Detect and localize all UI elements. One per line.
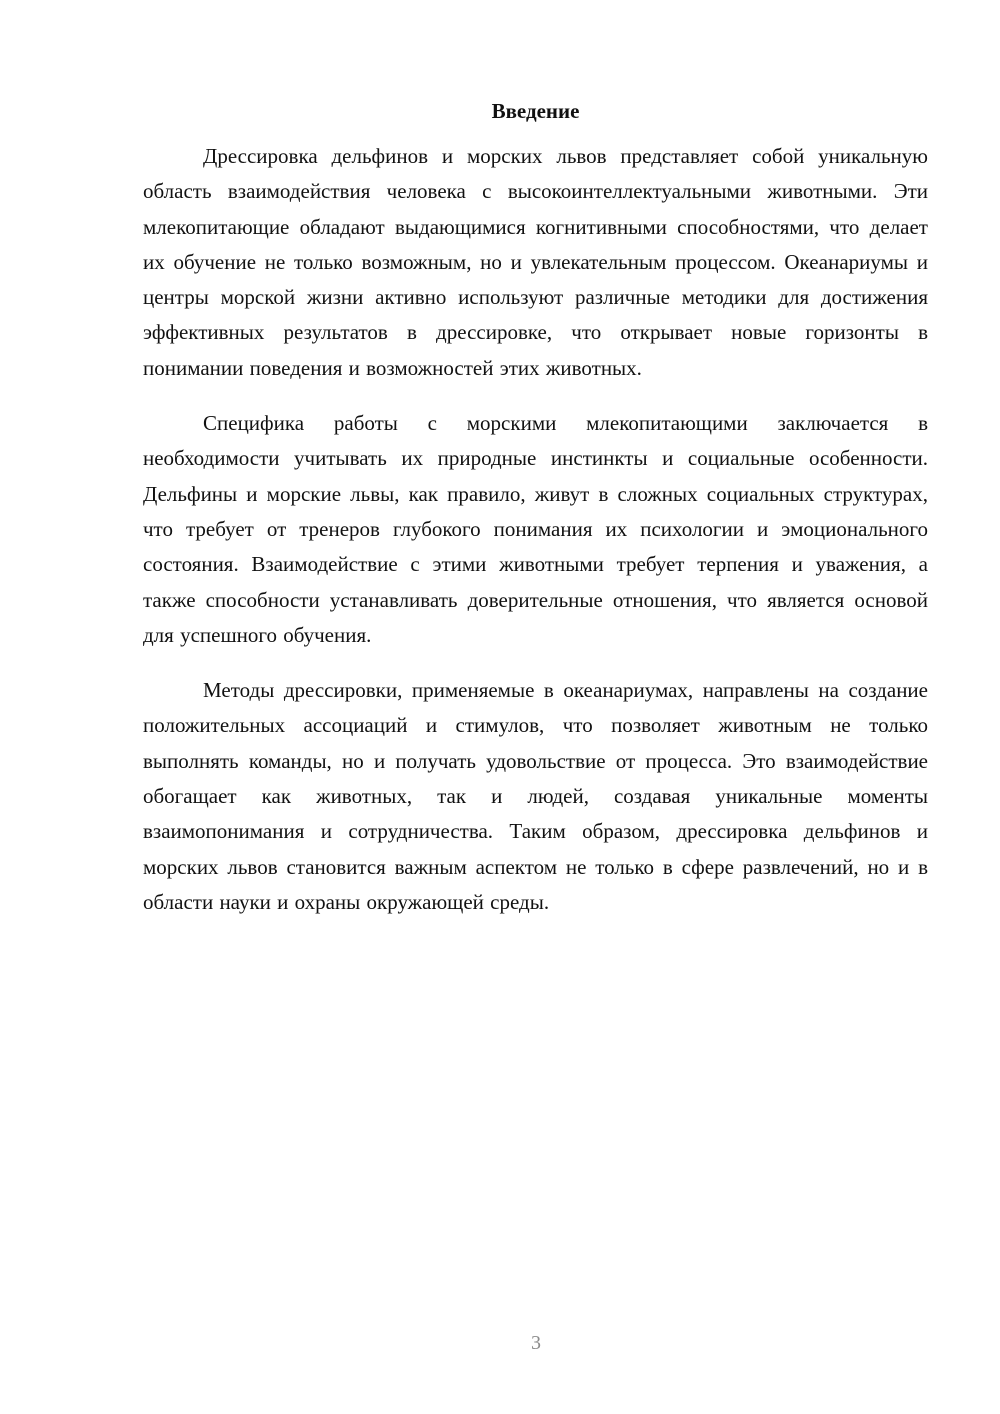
paragraph-1: Дрессировка дельфинов и морских львов представляет собой уникальную область взаимодействия человека с высокоинтеллектуальными животными. Эти млекопитающие обладают выдающимися когнитивными способностями, что делает их обучение не только возможным, но и увлекательным процессом. Океанариумы и центры морской жизни активно используют различные методики для достижения эффективных результатов в дрессировке, что открывает новые горизонты в понимании поведения и возможностей этих животных. — [143, 144, 928, 380]
page-title: Введение — [491, 99, 580, 123]
paragraph-2: Специфика работы с морскими млекопитающими заключается в необходимости учитывать их природные инстинкты и социальные особенности. Дельфины и морские львы, как правило, живут в сложных социальных структурах, что требует от тренеров глубокого понимания их психологии и эмоционального состояния. Взаимодействие с этими животными требует терпения и уважения, а также способности устанавливать доверительные отношения, что является основой для успешного обучения. — [143, 411, 928, 647]
page-content — [143, 95, 928, 940]
page-number: 3 — [531, 1332, 541, 1354]
paragraph-3: Методы дрессировки, применяемые в океанариумах, направлены на создание положительных ассоциаций и стимулов, что позволяет животным не только выполнять команды, но и получать удовольствие от процесса. Это взаимодействие обогащает как животных, так и людей, создавая уникальные моменты взаимопонимания и сотрудничества. Таким образом, дрессировка дельфинов и морских львов становится важным аспектом не только в сфере развлечений, но и в области науки и охраны окружающей среды. — [143, 678, 928, 914]
